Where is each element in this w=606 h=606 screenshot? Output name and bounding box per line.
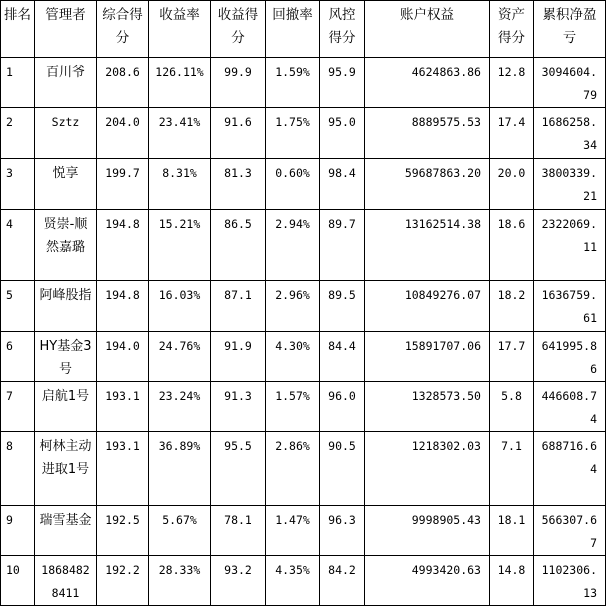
- column-header-return-score: 收益得分: [211, 1, 266, 58]
- cell-equity: 15891707.06: [365, 332, 490, 382]
- column-header-total-score: 综合得分: [97, 1, 149, 58]
- cell-rank: 9: [1, 506, 35, 556]
- cell-net-pnl: 1686258.34: [534, 108, 606, 159]
- column-header-return: 收益率: [149, 1, 211, 58]
- cell-rank: 10: [1, 556, 35, 606]
- cell-equity: 13162514.38: [365, 210, 490, 281]
- cell-asset-score: 17.4: [490, 108, 534, 159]
- cell-drawdown: 1.47%: [266, 506, 320, 556]
- cell-return: 126.11%: [149, 58, 211, 108]
- table-row: [1, 58, 606, 108]
- cell-return: 23.41%: [149, 108, 211, 159]
- cell-equity: 4993420.63: [365, 556, 490, 606]
- cell-return-score: 87.1: [211, 281, 266, 332]
- cell-net-pnl: 1636759.61: [534, 281, 606, 332]
- column-header-asset-score: 资产得分: [490, 1, 534, 58]
- table-row: [1, 432, 606, 506]
- header-row: [1, 1, 606, 58]
- column-header-drawdown: 回撤率: [266, 1, 320, 58]
- cell-asset-score: 18.1: [490, 506, 534, 556]
- cell-return-score: 91.3: [211, 382, 266, 432]
- table-row: [1, 159, 606, 210]
- cell-total-score: 193.1: [97, 382, 149, 432]
- table-row: [1, 210, 606, 281]
- table-row: [1, 382, 606, 432]
- cell-manager: 18684828411: [35, 556, 97, 606]
- table-row: [1, 108, 606, 159]
- table-body: [1, 58, 606, 606]
- cell-total-score: 193.1: [97, 432, 149, 506]
- cell-total-score: 192.5: [97, 506, 149, 556]
- table-row: [1, 506, 606, 556]
- cell-return: 23.24%: [149, 382, 211, 432]
- table-row: [1, 332, 606, 382]
- cell-net-pnl: 1102306.13: [534, 556, 606, 606]
- cell-asset-score: 17.7: [490, 332, 534, 382]
- cell-drawdown: 4.30%: [266, 332, 320, 382]
- cell-drawdown: 4.35%: [266, 556, 320, 606]
- column-header-risk-score: 风控得分: [320, 1, 365, 58]
- table-row: [1, 281, 606, 332]
- column-header-manager: 管理者: [35, 1, 97, 58]
- cell-equity: 1328573.50: [365, 382, 490, 432]
- cell-drawdown: 2.96%: [266, 281, 320, 332]
- cell-rank: 3: [1, 159, 35, 210]
- column-header-rank: 排名: [1, 1, 35, 58]
- cell-equity: 10849276.07: [365, 281, 490, 332]
- cell-asset-score: 14.8: [490, 556, 534, 606]
- cell-risk-score: 89.7: [320, 210, 365, 281]
- cell-risk-score: 95.0: [320, 108, 365, 159]
- cell-asset-score: 5.8: [490, 382, 534, 432]
- cell-manager: 柯林主动进取1号: [35, 432, 97, 506]
- cell-return-score: 99.9: [211, 58, 266, 108]
- cell-asset-score: 12.8: [490, 58, 534, 108]
- cell-rank: 5: [1, 281, 35, 332]
- cell-return-score: 93.2: [211, 556, 266, 606]
- cell-risk-score: 96.0: [320, 382, 365, 432]
- cell-return-score: 78.1: [211, 506, 266, 556]
- cell-rank: 2: [1, 108, 35, 159]
- cell-return: 36.89%: [149, 432, 211, 506]
- cell-equity: 59687863.20: [365, 159, 490, 210]
- cell-total-score: 194.0: [97, 332, 149, 382]
- cell-net-pnl: 566307.67: [534, 506, 606, 556]
- cell-return: 28.33%: [149, 556, 211, 606]
- cell-total-score: 192.2: [97, 556, 149, 606]
- cell-risk-score: 84.2: [320, 556, 365, 606]
- cell-total-score: 204.0: [97, 108, 149, 159]
- cell-drawdown: 1.75%: [266, 108, 320, 159]
- cell-rank: 1: [1, 58, 35, 108]
- cell-asset-score: 18.6: [490, 210, 534, 281]
- cell-manager: 启航1号: [35, 382, 97, 432]
- table-row: [1, 556, 606, 606]
- cell-manager: 悦享: [35, 159, 97, 210]
- cell-net-pnl: 3094604.79: [534, 58, 606, 108]
- cell-net-pnl: 446608.74: [534, 382, 606, 432]
- cell-manager: 阿峰股指: [35, 281, 97, 332]
- cell-equity: 1218302.03: [365, 432, 490, 506]
- cell-total-score: 199.7: [97, 159, 149, 210]
- cell-risk-score: 90.5: [320, 432, 365, 506]
- cell-return-score: 91.6: [211, 108, 266, 159]
- cell-risk-score: 98.4: [320, 159, 365, 210]
- cell-drawdown: 2.94%: [266, 210, 320, 281]
- cell-total-score: 208.6: [97, 58, 149, 108]
- cell-manager: 百川爷: [35, 58, 97, 108]
- cell-rank: 6: [1, 332, 35, 382]
- column-header-net-pnl: 累积净盈亏: [534, 1, 606, 58]
- cell-return: 24.76%: [149, 332, 211, 382]
- cell-risk-score: 95.9: [320, 58, 365, 108]
- cell-total-score: 194.8: [97, 281, 149, 332]
- cell-net-pnl: 3800339.21: [534, 159, 606, 210]
- cell-manager: 瑞雪基金: [35, 506, 97, 556]
- cell-drawdown: 2.86%: [266, 432, 320, 506]
- cell-asset-score: 18.2: [490, 281, 534, 332]
- cell-manager: 贤崇-顺然嘉璐: [35, 210, 97, 281]
- cell-equity: 9998905.43: [365, 506, 490, 556]
- cell-return-score: 86.5: [211, 210, 266, 281]
- cell-return-score: 81.3: [211, 159, 266, 210]
- cell-rank: 4: [1, 210, 35, 281]
- cell-manager: HY基金3号: [35, 332, 97, 382]
- cell-drawdown: 0.60%: [266, 159, 320, 210]
- cell-manager: Sztz: [35, 108, 97, 159]
- cell-total-score: 194.8: [97, 210, 149, 281]
- cell-net-pnl: 641995.86: [534, 332, 606, 382]
- cell-return: 15.21%: [149, 210, 211, 281]
- cell-drawdown: 1.59%: [266, 58, 320, 108]
- cell-risk-score: 96.3: [320, 506, 365, 556]
- cell-asset-score: 20.0: [490, 159, 534, 210]
- cell-risk-score: 89.5: [320, 281, 365, 332]
- cell-equity: 4624863.86: [365, 58, 490, 108]
- cell-net-pnl: 2322069.11: [534, 210, 606, 281]
- cell-return-score: 91.9: [211, 332, 266, 382]
- cell-return-score: 95.5: [211, 432, 266, 506]
- cell-return: 5.67%: [149, 506, 211, 556]
- table-header: [1, 1, 606, 58]
- cell-equity: 8889575.53: [365, 108, 490, 159]
- cell-return: 16.03%: [149, 281, 211, 332]
- cell-net-pnl: 688716.64: [534, 432, 606, 506]
- cell-drawdown: 1.57%: [266, 382, 320, 432]
- cell-asset-score: 7.1: [490, 432, 534, 506]
- cell-return: 8.31%: [149, 159, 211, 210]
- cell-rank: 7: [1, 382, 35, 432]
- cell-rank: 8: [1, 432, 35, 506]
- cell-risk-score: 84.4: [320, 332, 365, 382]
- column-header-equity: 账户权益: [365, 1, 490, 58]
